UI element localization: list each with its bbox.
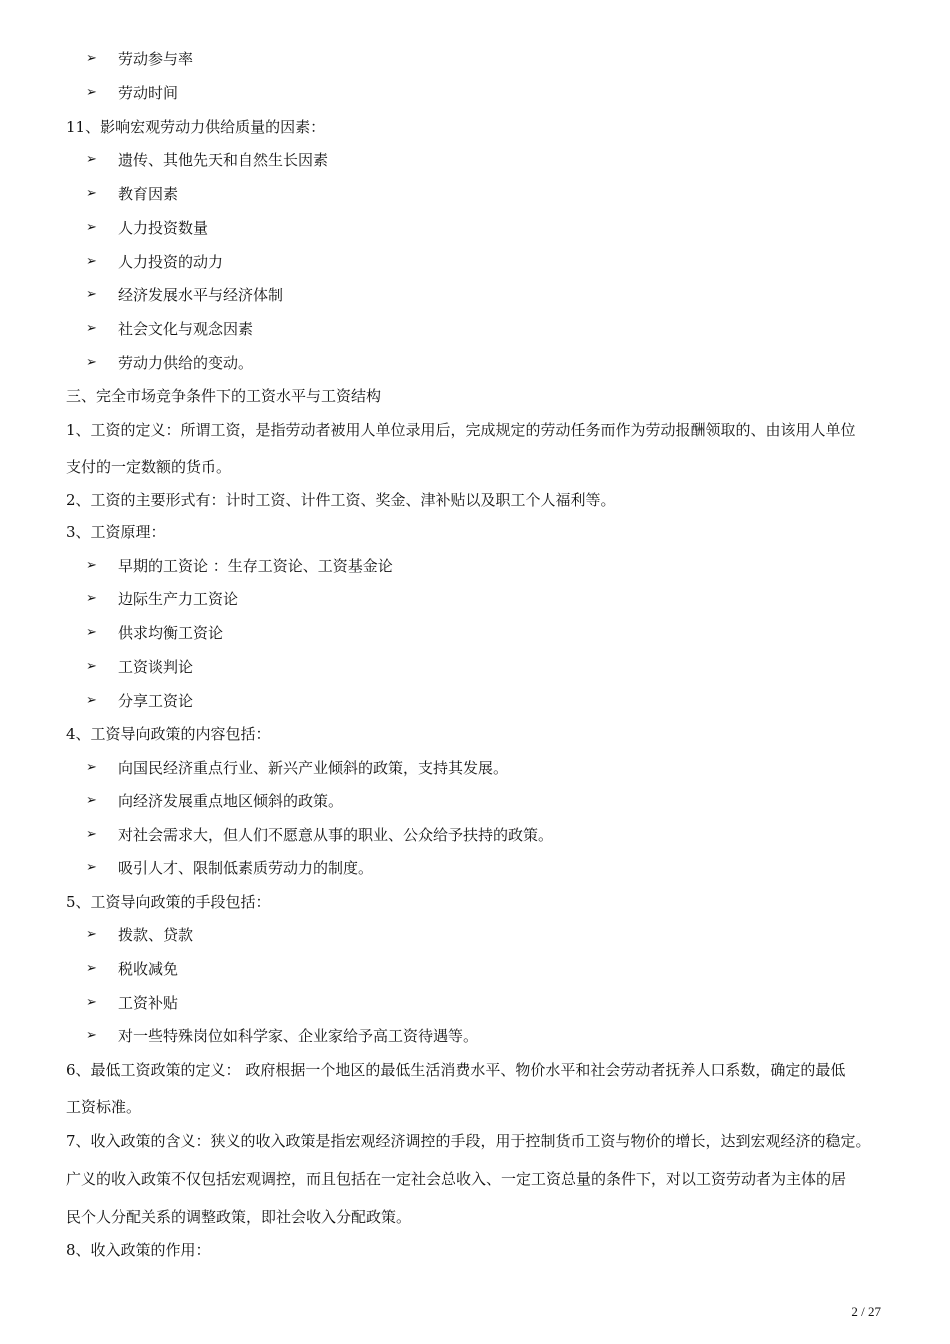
paragraph-7-line-3: 民个人分配关系的调整政策，即社会收入分配政策。 bbox=[66, 1208, 412, 1226]
arrow-bullet-icon: ➢ bbox=[86, 1028, 97, 1043]
paragraph-1-line-2: 支付的一定数额的货币。 bbox=[66, 458, 232, 476]
list-item-text: 工资补贴 bbox=[118, 994, 179, 1012]
list-item bbox=[0, 319, 950, 339]
list-item bbox=[0, 691, 950, 711]
arrow-bullet-icon: ➢ bbox=[86, 860, 97, 875]
arrow-bullet-icon: ➢ bbox=[86, 693, 97, 708]
list-item bbox=[0, 49, 950, 69]
list-item bbox=[0, 150, 950, 170]
list-item-text: 劳动力供给的变动。 bbox=[118, 354, 254, 372]
paragraph-3: 3、工资原理： bbox=[66, 523, 166, 541]
list-item-text: 分享工资论 bbox=[118, 692, 194, 710]
paragraph-7-line-2: 广义的收入政策不仅包括宏观调控，而且包括在一定社会总收入、一定工资总量的条件下，对以工资劳动者为主体的居 bbox=[66, 1170, 847, 1188]
list-item-text: 教育因素 bbox=[118, 185, 179, 203]
list-item bbox=[0, 353, 950, 373]
list-item bbox=[0, 925, 950, 945]
arrow-bullet-icon: ➢ bbox=[86, 558, 97, 573]
list-item-text: 向国民经济重点行业、新兴产业倾斜的政策，支持其发展。 bbox=[118, 759, 509, 777]
list-item-text: 人力投资数量 bbox=[118, 219, 209, 237]
list-item-text: 税收减免 bbox=[118, 960, 179, 978]
list-item-text: 经济发展水平与经济体制 bbox=[118, 286, 284, 304]
list-item-text: 边际生产力工资论 bbox=[118, 590, 239, 608]
list-item bbox=[0, 285, 950, 305]
list-item bbox=[0, 993, 950, 1013]
paragraph-6-line-2: 工资标准。 bbox=[66, 1098, 142, 1116]
list-item-text: 劳动时间 bbox=[118, 84, 179, 102]
list-item bbox=[0, 959, 950, 979]
list-item-text: 工资谈判论 bbox=[118, 658, 194, 676]
list-item-text: 人力投资的动力 bbox=[118, 253, 224, 271]
heading-11: 11、影响宏观劳动力供给质量的因素： bbox=[66, 118, 326, 136]
list-item-text: 拨款、贷款 bbox=[118, 926, 194, 944]
arrow-bullet-icon: ➢ bbox=[86, 287, 97, 302]
page-number: 2 / 27 bbox=[851, 1304, 881, 1319]
arrow-bullet-icon: ➢ bbox=[86, 152, 97, 167]
arrow-bullet-icon: ➢ bbox=[86, 793, 97, 808]
arrow-bullet-icon: ➢ bbox=[86, 186, 97, 201]
paragraph-4: 4、工资导向政策的内容包括： bbox=[66, 725, 271, 743]
list-item bbox=[0, 1026, 950, 1046]
list-item bbox=[0, 218, 950, 238]
list-item bbox=[0, 556, 950, 576]
paragraph-8: 8、收入政策的作用： bbox=[66, 1241, 211, 1259]
list-item bbox=[0, 83, 950, 103]
arrow-bullet-icon: ➢ bbox=[86, 321, 97, 336]
arrow-bullet-icon: ➢ bbox=[86, 659, 97, 674]
arrow-bullet-icon: ➢ bbox=[86, 591, 97, 606]
list-item bbox=[0, 825, 950, 845]
list-item-text: 供求均衡工资论 bbox=[118, 624, 224, 642]
list-item-text: 遗传、其他先天和自然生长因素 bbox=[118, 151, 329, 169]
arrow-bullet-icon: ➢ bbox=[86, 355, 97, 370]
arrow-bullet-icon: ➢ bbox=[86, 85, 97, 100]
list-item-text: 对一些特殊岗位如科学家、企业家给予高工资待遇等。 bbox=[118, 1027, 479, 1045]
arrow-bullet-icon: ➢ bbox=[86, 760, 97, 775]
list-item-text: 早期的工资论 ：生存工资论、工资基金论 bbox=[118, 557, 393, 575]
arrow-bullet-icon: ➢ bbox=[86, 254, 97, 269]
list-item-text: 社会文化与观念因素 bbox=[118, 320, 254, 338]
paragraph-5: 5、工资导向政策的手段包括： bbox=[66, 893, 271, 911]
list-item-text: 劳动参与率 bbox=[118, 50, 194, 68]
list-item bbox=[0, 791, 950, 811]
arrow-bullet-icon: ➢ bbox=[86, 625, 97, 640]
paragraph-7-line-1: 7、收入政策的含义：狭义的收入政策是指宏观经济调控的手段，用于控制货币工资与物价的增长，达到宏观经济的稳定。 bbox=[66, 1132, 871, 1150]
list-item bbox=[0, 623, 950, 643]
paragraph-1-line-1: 1、工资的定义：所谓工资，是指劳动者被用人单位录用后，完成规定的劳动任务而作为劳动报酬领取的、由该用人单位 bbox=[66, 421, 856, 439]
list-item bbox=[0, 758, 950, 778]
arrow-bullet-icon: ➢ bbox=[86, 927, 97, 942]
list-item-text: 向经济发展重点地区倾斜的政策。 bbox=[118, 792, 344, 810]
paragraph-2: 2、工资的主要形式有：计时工资、计件工资、奖金、津补贴以及职工个人福利等。 bbox=[66, 491, 616, 509]
list-item-text: 吸引人才、限制低素质劳动力的制度。 bbox=[118, 859, 374, 877]
arrow-bullet-icon: ➢ bbox=[86, 827, 97, 842]
list-item bbox=[0, 184, 950, 204]
arrow-bullet-icon: ➢ bbox=[86, 995, 97, 1010]
list-item bbox=[0, 589, 950, 609]
list-item bbox=[0, 252, 950, 272]
arrow-bullet-icon: ➢ bbox=[86, 961, 97, 976]
section-heading-3: 三、完全市场竞争条件下的工资水平与工资结构 bbox=[66, 387, 382, 405]
list-item bbox=[0, 858, 950, 878]
list-item bbox=[0, 657, 950, 677]
arrow-bullet-icon: ➢ bbox=[86, 51, 97, 66]
list-item-text: 对社会需求大，但人们不愿意从事的职业、公众给予扶持的政策。 bbox=[118, 826, 554, 844]
paragraph-6-line-1: 6、最低工资政策的定义： 政府根据一个地区的最低生活消费水平、物价水平和社会劳动者抚养人口系数，确定的最低 bbox=[66, 1061, 846, 1079]
arrow-bullet-icon: ➢ bbox=[86, 220, 97, 235]
